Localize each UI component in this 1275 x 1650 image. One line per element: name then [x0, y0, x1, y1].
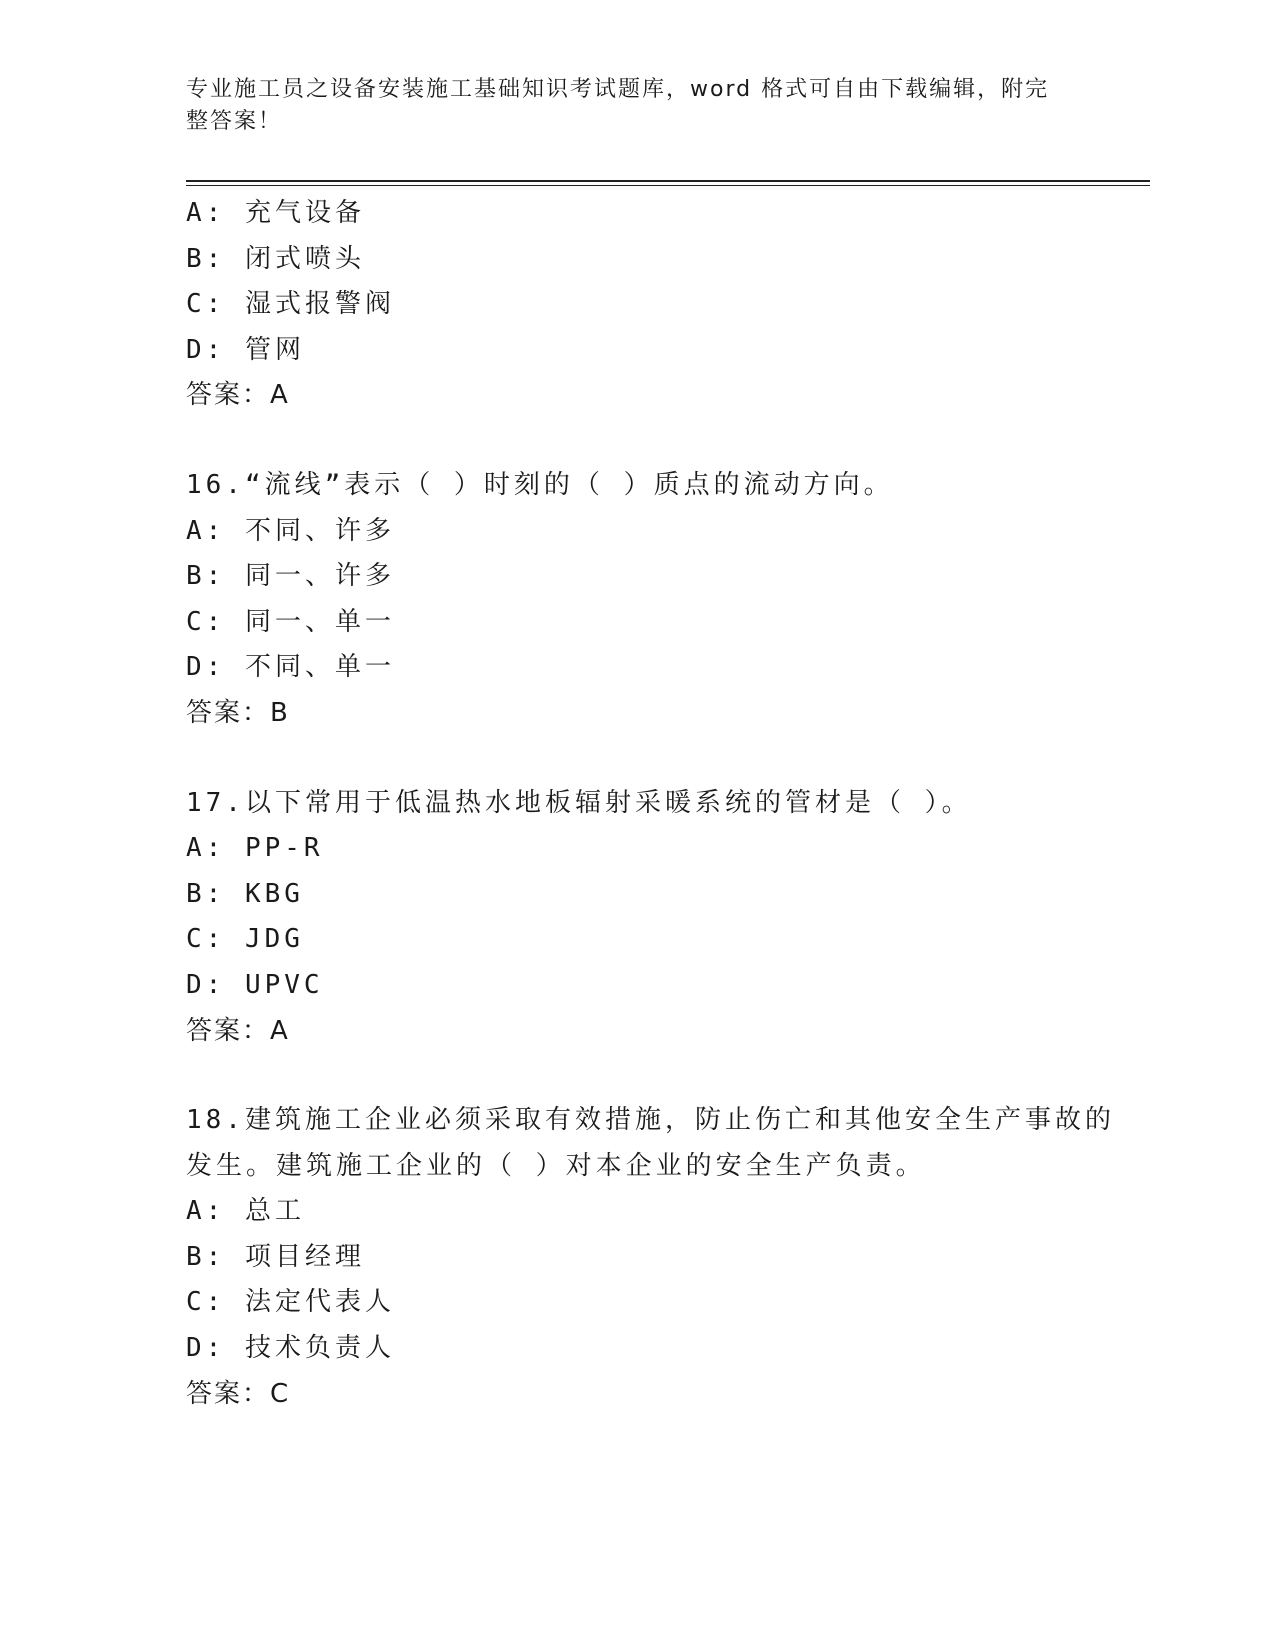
- option-d: D: 不同、单一: [186, 652, 395, 683]
- option-a: A: PP-R: [186, 833, 324, 864]
- question-15: [186, 191, 1086, 419]
- option-b: B: 同一、许多: [186, 561, 395, 592]
- option-d: D: 管网: [186, 334, 305, 365]
- spacer: [186, 1054, 1086, 1098]
- header-rule-thick: [186, 180, 1150, 182]
- question-17: [186, 781, 1086, 1055]
- answer: 答案：A: [186, 380, 290, 411]
- option-c: C: 法定代表人: [186, 1287, 395, 1318]
- header-line-2: 整答案！: [186, 109, 283, 134]
- question-16: [186, 463, 1086, 737]
- question-text: 17.以下常用于低温热水地板辐射采暖系统的管材是（ ）。: [186, 787, 972, 818]
- question-18: [186, 1098, 1115, 1417]
- document-header: [186, 74, 1086, 138]
- option-d: D: 技术负责人: [186, 1333, 395, 1364]
- option-b: B: 项目经理: [186, 1241, 365, 1272]
- option-b: B: KBG: [186, 878, 304, 909]
- answer: 答案：C: [186, 1378, 291, 1409]
- option-a: A: 充气设备: [186, 198, 365, 228]
- answer: 答案：A: [186, 1015, 290, 1046]
- option-b: B: 闭式喷头: [186, 243, 365, 274]
- header-rule-thin: [186, 185, 1150, 186]
- question-text: 16.“流线”表示（ ）时刻的（ ）质点的流动方向。: [186, 469, 894, 500]
- option-a: A: 不同、许多: [186, 515, 395, 546]
- question-text-line-2: 发生。建筑施工企业的（ ）对本企业的安全生产负责。: [186, 1150, 926, 1181]
- spacer: [186, 419, 1086, 463]
- header-line-1: 专业施工员之设备安装施工基础知识考试题库，word 格式可自由下载编辑，附完: [186, 77, 1050, 102]
- question-list: [186, 191, 1115, 1417]
- question-text-line-1: 18.建筑施工企业必须采取有效措施，防止伤亡和其他安全生产事故的: [186, 1105, 1115, 1136]
- option-c: C: 湿式报警阀: [186, 289, 395, 320]
- option-c: C: 同一、单一: [186, 606, 395, 637]
- answer: 答案：B: [186, 697, 290, 728]
- option-c: C: JDG: [186, 924, 304, 955]
- option-a: A: 总工: [186, 1196, 305, 1227]
- option-d: D: UPVC: [186, 969, 324, 1000]
- spacer: [186, 737, 1086, 781]
